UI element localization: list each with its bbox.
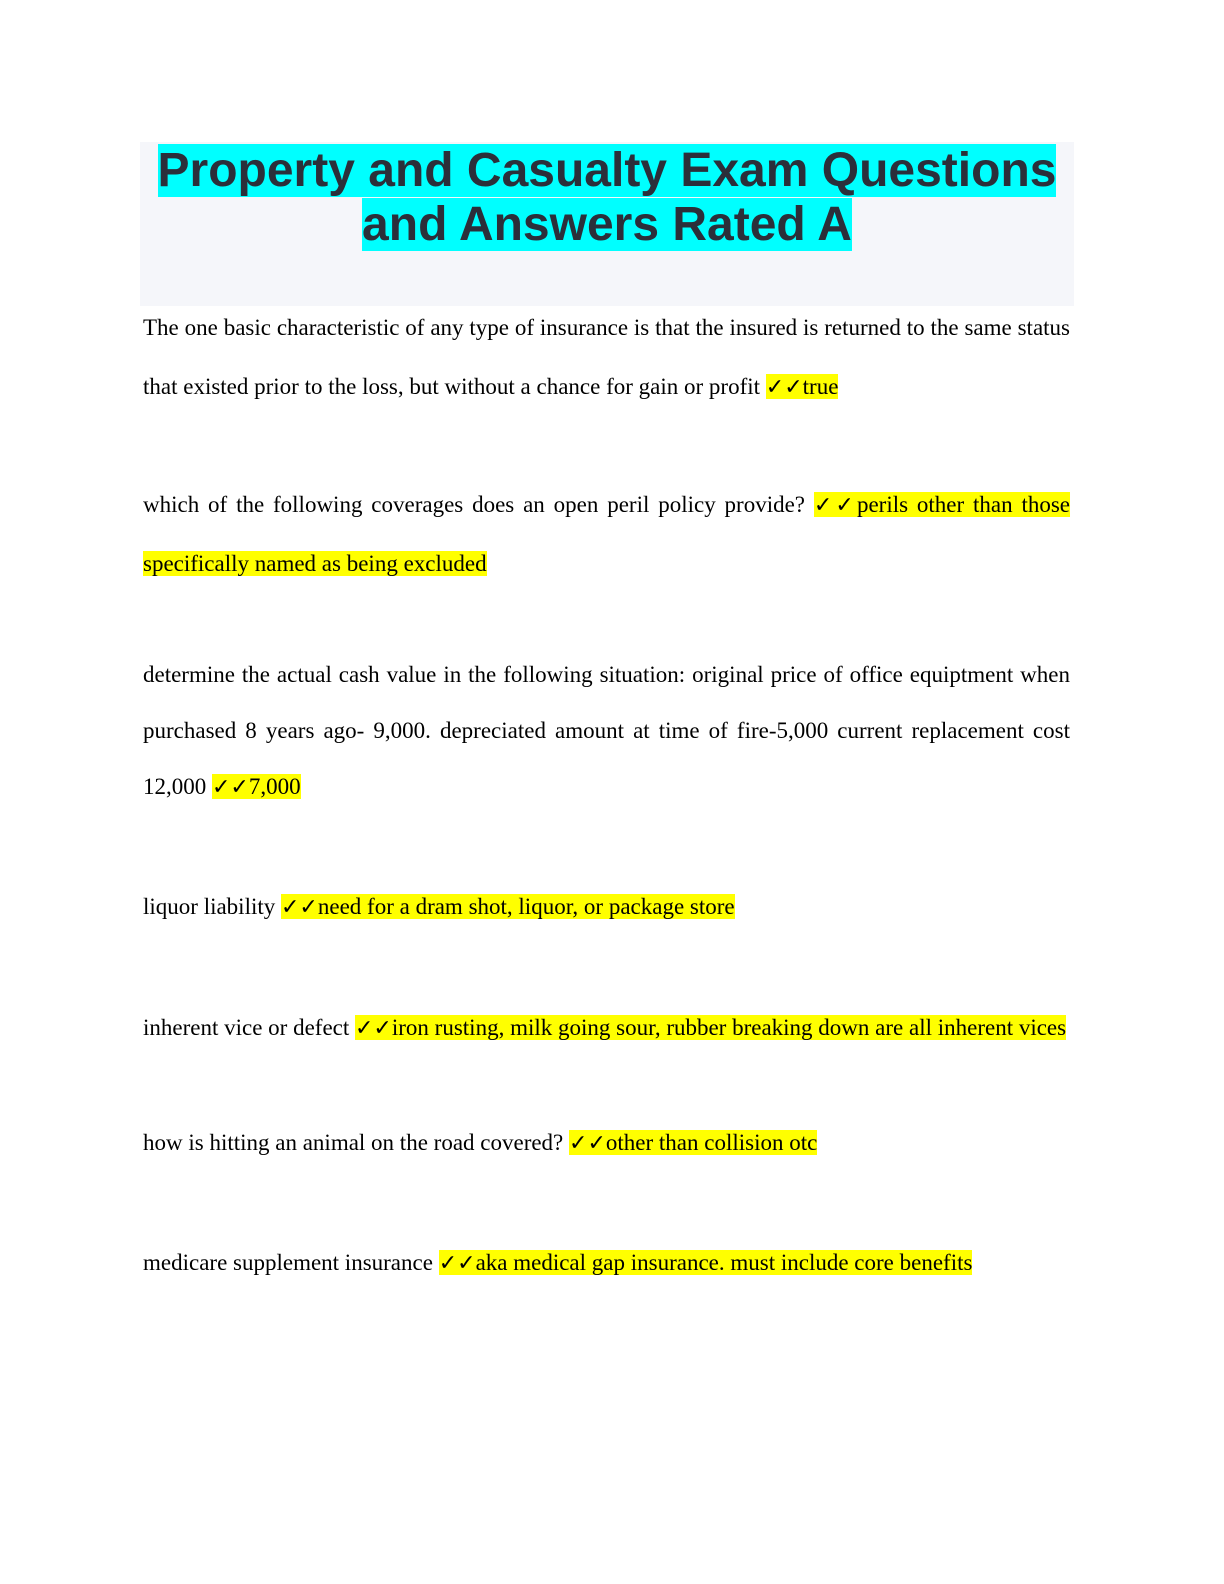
- question-text: inherent vice or defect: [143, 1015, 350, 1040]
- answer-highlight: [439, 1250, 973, 1275]
- double-check-icon: ✓✓: [765, 375, 803, 400]
- title-line-2: and Answers Rated A: [362, 198, 852, 251]
- answer-highlight: [212, 774, 301, 799]
- qa-item-7: [143, 1235, 1070, 1292]
- title-line-1: Property and Casualty Exam Questions: [157, 144, 1057, 197]
- double-check-icon: ✓✓: [355, 1016, 392, 1041]
- double-check-icon: ✓✓: [281, 895, 318, 920]
- answer-text: need for a dram shot, liquor, or package store: [317, 894, 735, 919]
- question-text: how is hitting an animal on the road covered?: [143, 1130, 564, 1155]
- answer-highlight: [569, 1130, 817, 1155]
- question-text: which of the following coverages does an open peril policy provide?: [143, 492, 806, 517]
- document-title: [140, 142, 1074, 252]
- qa-item-1: [143, 298, 1070, 417]
- double-check-icon: ✓✓: [569, 1131, 606, 1156]
- double-check-icon: ✓✓: [438, 1251, 476, 1276]
- qa-item-6: [143, 1115, 1070, 1172]
- answer-text: other than collision otc: [605, 1130, 818, 1155]
- title-block: [140, 142, 1074, 306]
- qa-item-5: [143, 998, 1070, 1058]
- answer-text: true: [802, 374, 839, 399]
- question-text: liquor liability: [143, 894, 276, 919]
- answer-highlight: [766, 374, 839, 399]
- qa-list: [143, 298, 1070, 1292]
- answer-text: iron rusting, milk going sour, rubber breaking down are all inherent vices: [391, 1015, 1067, 1040]
- question-text: medicare supplement insurance: [143, 1250, 433, 1275]
- question-text: The one basic characteristic of any type of insurance is that the insured is returned to the same status that existed prior to the loss, but without a chance for gain or profit: [143, 315, 1070, 399]
- qa-item-3: [143, 647, 1070, 816]
- qa-item-4: [143, 879, 1070, 936]
- answer-text: aka medical gap insurance. must include core benefits: [475, 1250, 973, 1275]
- answer-text: 7,000: [248, 774, 301, 799]
- double-check-icon: ✓✓: [813, 493, 857, 518]
- answer-highlight: [281, 894, 735, 919]
- answer-text: perils other than those specifically named as being excluded: [143, 492, 1071, 576]
- double-check-icon: ✓✓: [212, 775, 249, 800]
- answer-highlight: [355, 1015, 1066, 1040]
- qa-item-2: [143, 476, 1070, 593]
- question-text: determine the actual cash value in the following situation: original price of office equiptment when purchased 8 years ago- 9,000. depreciated amount at time of fire-5,000 current replacement cost 12,000: [143, 662, 1070, 799]
